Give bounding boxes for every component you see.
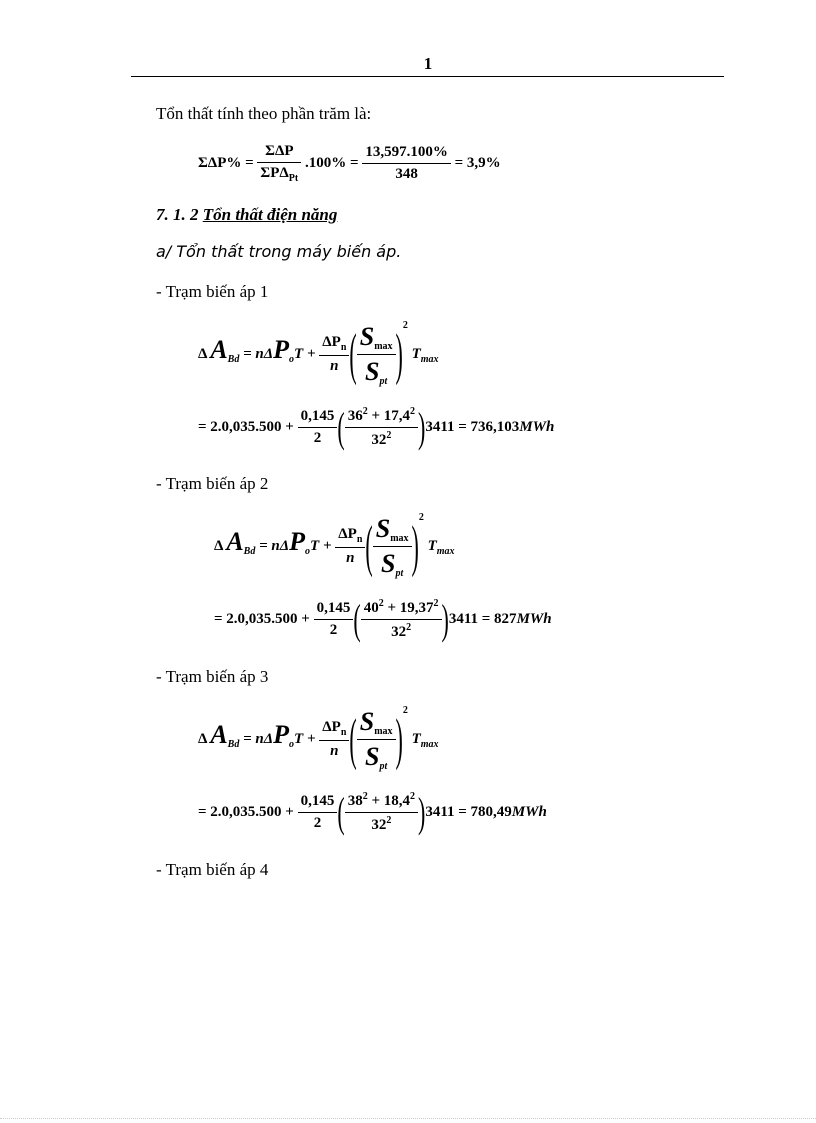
station-calculation: = 2.0,035.500 + $\frac{0,145}{2}$ ( $\frac{36^2 + 17,4^2}{32^2}$ )3411 = 736,103MWh [198, 402, 555, 451]
station-calculation: = 2.0,035.500 + $\frac{0,145}{2}$ ( $\frac{40^2 + 19,37^2}{32^2}$ )3411 = 827MWh [214, 594, 552, 643]
station-label: - Trạm biến áp 3 [156, 667, 269, 686]
energy-loss-formula: Δ $A_{Bd} = n\Delta P_oT$ + $\frac{\Delta P_n}{n}$ ( $\frac{S_{max}}{S_{pt}}$ )$^2$ $T_{max}$ [198, 320, 439, 388]
subsection-heading: a/ Tổn thất trong máy biến áp. [156, 242, 402, 261]
station-label: - Trạm biến áp 1 [156, 282, 269, 301]
footer-dotted-line [0, 1118, 816, 1119]
page-number: 1 [423, 54, 433, 73]
station-label: - Trạm biến áp 2 [156, 474, 269, 493]
station-calculation: = 2.0,035.500 + $\frac{0,145}{2}$ ( $\frac{38^2 + 18,4^2}{32^2}$ )3411 = 780,49MWh [198, 787, 547, 836]
energy-loss-formula: Δ $A_{Bd} = n\Delta P_oT$ + $\frac{\Delta P_n}{n}$ ( $\frac{S_{max}}{S_{pt}}$ )$^2$ $T_{max}$ [214, 512, 455, 580]
fraction: $\frac{\text{ΣΔP}}{\Sigma P\Delta_{Pt}}$ [257, 143, 301, 184]
station-label: - Trạm biến áp 4 [156, 860, 269, 879]
fraction: $\frac{13,597.100\%}{348}$ [362, 144, 451, 183]
intro-text: Tổn thất tính theo phần trăm là: [156, 104, 372, 123]
header-rule [131, 76, 724, 77]
section-heading: 7. 1. 2 Tổn thất điện năng [156, 205, 338, 224]
energy-loss-formula: Δ $A_{Bd} = n\Delta P_oT$ + $\frac{\Delta P_n}{n}$ ( $\frac{S_{max}}{S_{pt}}$ )$^2$ $T_{max}$ [198, 705, 439, 773]
percent-loss-equation: ΣΔP% = $\frac{\text{ΣΔP}}{\Sigma P\Delta_{Pt}}$ .100% = $\frac{13,597.100\%}{348}$ = 3,9% [198, 143, 501, 184]
